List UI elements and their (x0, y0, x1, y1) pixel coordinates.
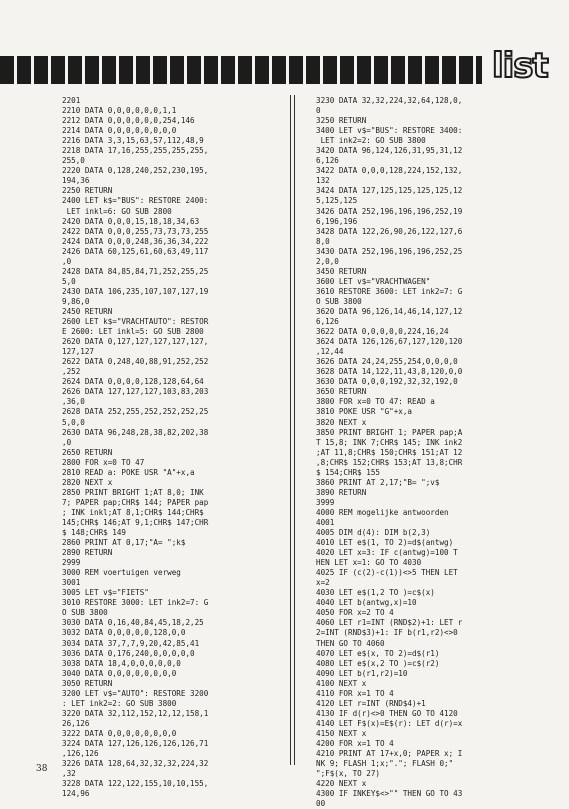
code-line: 2420 DATA 0,0,0,15,18,18,34,63 (62, 216, 200, 226)
code-line: 9,86,0 (62, 296, 90, 306)
code-line: 4140 LET F$(x)=E$(r): LET d(r)=x (316, 718, 463, 728)
code-line: 2424 DATA 0,0,0,248,36,36,34,222 (62, 236, 209, 246)
code-line: O SUB 3800 (316, 296, 362, 306)
code-line: 3400 LET v$="BUS": RESTORE 3400: (316, 126, 463, 136)
code-line: 2820 NEXT x (62, 477, 113, 487)
code-line: 3630 DATA 0,0,0,192,32,32,192,0 (316, 377, 458, 387)
code-line: 127,127 (62, 347, 95, 357)
code-line: 26,126 (62, 718, 90, 728)
code-line: 4040 LET b(antwg,x)=10 (316, 598, 417, 608)
code-line: $ 154;CHR$ 155 (316, 467, 381, 477)
code-line: 2400 LET k$="BUS": RESTORE 2400: (62, 196, 209, 206)
code-line: 2426 DATA 60,125,61,60,63,49,117 (62, 246, 209, 256)
code-line: 3050 RETURN (62, 678, 113, 688)
code-line: 8,0 (316, 236, 330, 246)
code-line: 6,196,196 (316, 216, 358, 226)
code-line: 3810 POKE USR "G"+x,a (316, 407, 413, 417)
code-line: 4080 LET e$(x,2 TO )=c$(r2) (316, 658, 440, 668)
code-line: 6,126 (316, 317, 339, 327)
code-line: 132 (316, 176, 330, 186)
code-line: 3010 RESTORE 3000: LET ink2=7: G (62, 598, 209, 608)
code-line: ;AT 11,8;CHR$ 150;CHR$ 151;AT 12 (316, 447, 463, 457)
code-line: 3034 DATA 37,7,7,9,20,42,85,41 (62, 638, 200, 648)
header-stripe-bar (0, 56, 482, 84)
code-line: 2626 DATA 127,127,127,103,83,203 (62, 387, 209, 397)
code-line: 5,0 (62, 276, 76, 286)
code-line: 2860 PRINT AT 0,17;"A= ";k$ (62, 538, 186, 548)
code-line: 4220 NEXT x (316, 779, 367, 789)
code-line: 2650 RETURN (62, 447, 113, 457)
code-line: LET ink2=2: GO SUB 3800 (316, 136, 426, 146)
code-line: 3600 LET v$="VRACHTWAGEN" (316, 276, 431, 286)
code-line: 2422 DATA 0,0,0,255,73,73,73,255 (62, 226, 209, 236)
code-line: $ 148;CHR$ 149 (62, 528, 127, 538)
code-line: 4005 DIM d(4): DIM b(2,3) (316, 528, 431, 538)
code-line: 4060 LET r1=INT (RND$2)+1: LET r (316, 618, 463, 628)
code-line: 2450 RETURN (62, 306, 113, 316)
code-line: 4020 LET x=3: IF c(antwg)=100 T (316, 548, 458, 558)
code-line: E 2600: LET inkl=5: GO SUB 2800 (62, 327, 204, 337)
code-line: 4010 LET e$(1, TO 2)=d$(antwg) (316, 538, 454, 548)
code-line: 3005 LET v$="FIETS" (62, 588, 149, 598)
code-line: 3820 NEXT x (316, 417, 367, 427)
code-line: 4090 LET b(r1,r2)=10 (316, 668, 408, 678)
code-line: 3650 RETURN (316, 387, 367, 397)
code-line: LET inkl=6: GO SUB 2800 (62, 206, 172, 216)
code-line: 3422 DATA 0,0,0,128,224,152,132, (316, 166, 463, 176)
code-line: 3036 DATA 0,176,240,0,0,0,0,0 (62, 648, 195, 658)
code-line: 2210 DATA 0,0,0,0,0,0,1,1 (62, 106, 177, 116)
code-line: ,0 (62, 256, 72, 266)
code-line: 3428 DATA 122,26,90,26,122,127,6 (316, 226, 463, 236)
code-line: 4030 LET e$(1,2 TO )=c$(x) (316, 588, 435, 598)
code-line: 4150 NEXT x (316, 728, 367, 738)
code-line: ,252 (62, 367, 81, 377)
code-line: 145;CHR$ 146;AT 9,1;CHR$ 147;CHR (62, 517, 209, 527)
code-line: 3250 RETURN (316, 116, 367, 126)
code-line: 5,125,125 (316, 196, 358, 206)
code-line: 4300 IF INKEY$<>"" THEN GO TO 43 (316, 789, 463, 799)
code-line: ,126,126 (62, 749, 99, 759)
code-line: 2624 DATA 0,0,0,0,128,128,64,64 (62, 377, 204, 387)
code-line: 0 (316, 106, 321, 116)
page-number: 38 (36, 764, 48, 774)
code-line: 2201 (62, 96, 81, 105)
code-line: 3450 RETURN (316, 266, 367, 276)
code-line: 3624 DATA 126,126,67,127,120,120 (316, 337, 463, 347)
code-line: 2620 DATA 0,127,127,127,127,127, (62, 337, 209, 347)
code-line: ,36,0 (62, 397, 85, 407)
column-divider (290, 95, 295, 765)
code-line: 2622 DATA 0,248,40,88,91,252,252 (62, 357, 209, 367)
code-line: 3628 DATA 14,122,11,43,8,120,0,0 (316, 367, 463, 377)
code-line: 4001 (316, 517, 335, 527)
code-line: 3860 PRINT AT 2,17;"B= ";v$ (316, 477, 440, 487)
code-line: HEN LET x=1: GO TO 4030 (316, 558, 422, 568)
code-line: 2430 DATA 106,235,107,107,127,19 (62, 286, 209, 296)
code-line: : LET ink2=2: GO SUB 3800 (62, 698, 177, 708)
code-line: 3032 DATA 0,0,0,0,0,128,0,0 (62, 628, 186, 638)
code-line: 2810 READ a: POKE USR "A"+x,a (62, 467, 195, 477)
code-line: 2428 DATA 84,85,84,71,252,255,25 (62, 266, 209, 276)
code-line: 3420 DATA 96,124,126,31,95,31,12 (316, 146, 463, 156)
code-line: 2218 DATA 17,16,255,255,255,255, (62, 146, 209, 156)
code-line: 2600 LET k$="VRACHTAUTO": RESTOR (62, 317, 209, 327)
code-line: O SUB 3800 (62, 608, 108, 618)
code-line: 3226 DATA 128,64,32,32,32,224,32 (62, 759, 209, 769)
code-line: 4120 LET r=INT (RND$4)+1 (316, 698, 426, 708)
code-line: 124,96 (62, 789, 90, 799)
code-line: 4210 PRINT AT 17+x,0; PAPER x; I (316, 749, 463, 759)
code-line: 2=INT (RND$3)+1: IF b(r1,r2)<>0 (316, 628, 458, 638)
code-line: ; INK inkl;AT 8,1;CHR$ 144;CHR$ (62, 507, 204, 517)
code-line: 3426 DATA 252,196,196,196,252,19 (316, 206, 463, 216)
code-line: 3999 (316, 497, 335, 507)
code-line: ,0 (62, 437, 72, 447)
code-line: 3626 DATA 24,24,255,254,0,0,0,0 (316, 357, 458, 367)
code-line: x=2 (316, 578, 330, 588)
code-line: 3890 RETURN (316, 487, 367, 497)
code-line: 3001 (62, 578, 81, 588)
code-line: 3040 DATA 0,0,0,0,0,0,0,0 (62, 668, 177, 678)
code-line: ,32 (62, 769, 76, 779)
code-line: 3222 DATA 0,0,0,0,0,0,0,0 (62, 728, 177, 738)
code-line: 3622 DATA 0,0,0,0,0,224,16,24 (316, 327, 449, 337)
code-line: 4200 FOR x=1 TO 4 (316, 739, 394, 748)
code-line: 7; PAPER pap;CHR$ 144; PAPER pap (62, 497, 209, 507)
code-line: 4100 NEXT x (316, 678, 367, 688)
code-line: ,8;CHR$ 152;CHR$ 153;AT 13,8;CHR (316, 457, 463, 467)
code-line: 4025 IF (c(2)-c(1))<>5 THEN LET (316, 568, 458, 578)
list-logo: list (492, 46, 548, 86)
code-line: 3228 DATA 122,122,155,10,10,155, (62, 779, 209, 789)
code-line: 5,0,0 (62, 417, 85, 427)
code-line: 3200 LET v$="AUTO": RESTORE 3200 (62, 688, 209, 698)
code-line: 3038 DATA 18,4,0,0,0,0,0,0 (62, 658, 181, 668)
code-line: 4130 IF d(r)<>0 THEN GO TO 4120 (316, 708, 458, 718)
left-code-column (62, 96, 280, 799)
code-line: 3000 REM voertuigen verweg (62, 568, 181, 578)
code-line: 194,36 (62, 176, 90, 186)
code-line: 2800 FOR x=0 TO 47 (62, 457, 145, 467)
code-line: 3610 RESTORE 3600: LET ink2=7: G (316, 286, 463, 296)
code-line: 3424 DATA 127,125,125,125,125,12 (316, 186, 463, 196)
right-code-column (316, 96, 534, 809)
code-line: 2214 DATA 0,0,0,0,0,0,0,0 (62, 126, 177, 136)
code-line: 6,126 (316, 156, 339, 166)
code-line: 2890 RETURN (62, 548, 113, 558)
code-line: 255,0 (62, 156, 85, 166)
code-line: 4070 LET e$(x, TO 2)=d$(r1) (316, 648, 440, 658)
code-line: 3030 DATA 0,16,40,84,45,18,2,25 (62, 618, 204, 628)
code-line: 3224 DATA 127,126,126,126,126,71 (62, 739, 209, 748)
code-line: 2220 DATA 0,128,240,252,230,195, (62, 166, 209, 176)
code-line: 4000 REM mogelijke antwoorden (316, 507, 449, 517)
code-line: 2630 DATA 96,248,28,38,82,202,38 (62, 427, 209, 437)
code-line: 2999 (62, 558, 81, 568)
code-line: 2250 RETURN (62, 186, 113, 196)
code-line: 3850 PRINT BRIGHT 1; PAPER pap;A (316, 427, 463, 437)
code-line: 2850 PRINT BRIGHT 1;AT 8,0; INK (62, 487, 204, 497)
code-line: THEN GO TO 4060 (316, 638, 385, 648)
code-line: T 15,8; INK 7;CHR$ 145; INK ink2 (316, 437, 463, 447)
code-line: ,12,44 (316, 347, 344, 357)
code-line: 2628 DATA 252,255,252,252,252,25 (62, 407, 209, 417)
code-line: 2,0,0 (316, 256, 339, 266)
code-line: 2216 DATA 3,3,15,63,57,112,48,9 (62, 136, 204, 146)
code-line: ";F$(x, TO 27) (316, 769, 381, 779)
code-line: 4110 FOR x=1 TO 4 (316, 688, 394, 698)
code-line: 2212 DATA 0,0,0,0,0,0,254,146 (62, 116, 195, 126)
code-line: 3800 FOR x=0 TO 47: READ a (316, 397, 435, 407)
code-line: 3220 DATA 32,112,152,12,12,158,1 (62, 708, 209, 718)
code-line: NK 9; FLASH 1;x;"."; FLASH 0;" (316, 759, 454, 769)
code-line: 3430 DATA 252,196,196,196,252,25 (316, 246, 463, 256)
code-line: 3230 DATA 32,32,224,32,64,128,0, (316, 96, 463, 105)
code-line: 00 (316, 799, 326, 809)
code-line: 3620 DATA 96,126,14,46,14,127,12 (316, 306, 463, 316)
code-line: 4050 FOR x=2 TO 4 (316, 608, 394, 618)
